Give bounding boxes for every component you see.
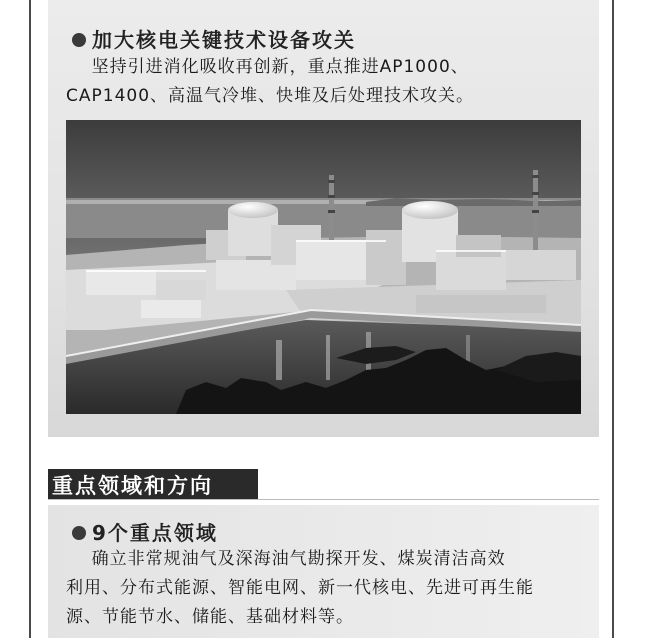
section-heading-nuclear: [72, 24, 356, 53]
bullet-icon: [72, 33, 86, 47]
section-title-bar: [48, 469, 258, 499]
paragraph-key-areas: [66, 545, 534, 632]
section-title: 重点领域和方向: [52, 474, 213, 498]
paragraph-nuclear: [66, 53, 474, 111]
nuclear-power-plant-photo: [66, 120, 581, 414]
paragraph-line: 源、节能节水、储能、基础材料等。: [66, 607, 354, 627]
paragraph-line: 利用、分布式能源、智能电网、新一代核电、先进可再生能: [66, 578, 534, 598]
frame-left-border: [29, 0, 31, 638]
section-heading-text: 加大核电关键技术设备攻关: [92, 28, 356, 52]
bullet-icon: [72, 526, 86, 540]
section-heading-key-areas: [72, 517, 218, 546]
section-divider: [48, 499, 599, 500]
paragraph-line: 确立非常规油气及深海油气勘探开发、煤炭清洁高效: [66, 549, 506, 569]
section-heading-text: 9个重点领域: [92, 521, 218, 545]
paragraph-line: CAP1400、高温气冷堆、快堆及后处理技术攻关。: [66, 86, 475, 106]
paragraph-line: 坚持引进消化吸收再创新，重点推进AP1000、: [66, 57, 469, 77]
frame-right-border: [612, 0, 614, 638]
